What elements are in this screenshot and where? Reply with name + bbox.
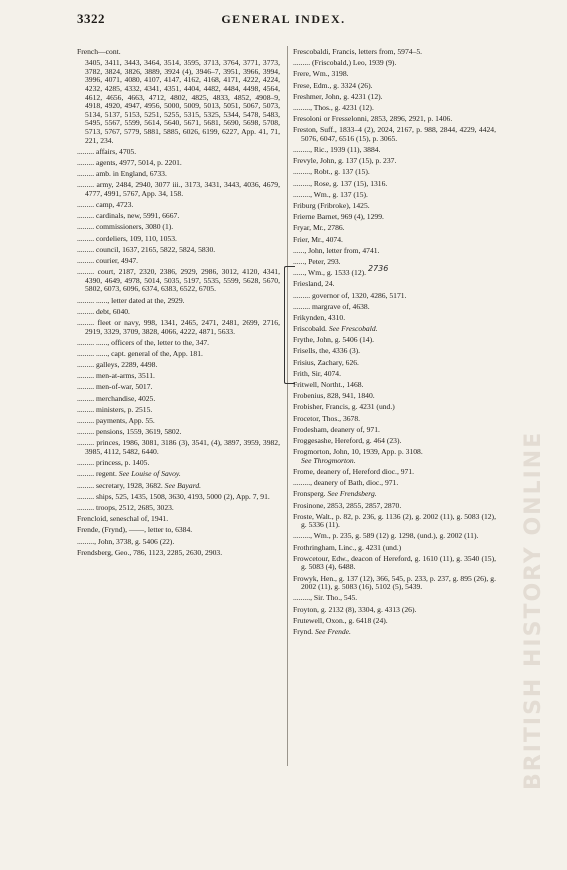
index-entry (77, 148, 280, 157)
index-entry (293, 392, 496, 401)
index-entry (293, 115, 496, 124)
index-entry (77, 482, 280, 491)
right-index-column (293, 48, 496, 639)
index-entry-text: Frier, Mr., 4074. (293, 234, 343, 244)
index-entry-text: Frythe, John, g. 5406 (14). (293, 335, 374, 345)
index-entry-text: Froste, Walt., p. 82, p. 236, g. 1136 (2), g. 2002 (11), g. 5083 (12), g. 5336 (11). (293, 511, 496, 530)
index-entry (293, 70, 496, 79)
index-entry (293, 347, 496, 356)
index-entry-text: ........., John, 3738, g. 5406 (22). (77, 536, 175, 546)
cross-reference: See Throgmorton. (301, 455, 356, 465)
index-entry-text: Fresoloni or Fresselonni, 2853, 2896, 2921, p. 1406. (293, 114, 453, 124)
cross-reference: See Frescobald. (328, 324, 378, 334)
index-entry-text: 3405, 3411, 3443, 3464, 3514, 3595, 3713, 3764, 3771, 3773, 3782, 3824, 3826, 3889, 3924 (4), 3946–7, 3951, 3966, 3994, 3996, 4071, 4080, 4107, 4147, 4162, 4168, 4171, 4222, 4224, 4232, 4285, 4332, 4341, 4351, 4404, 4482, 4484, 4498, 4564, 4612, 4656, 4663, 4712, 4802, 4825, 4833, 4852, 4908–9, 4918, 4920, 4947, 4956, 5000, 5009, 5013, 5051, 5067, 5073, 5134, 5137, 5153, 5251, 5255, 5315, 5325, 5344, 5478, 5483, 5495, 5567, 5599, 5614, 5640, 5671, 5681, 5690, 5698, 5708, 5713, 5767, 5779, 5881, 5885, 6026, 6199, 6227, App. 41, 71, 221, 234. (85, 58, 280, 145)
index-entry-text: Frisius, Zachary, 626. (293, 357, 359, 367)
index-entry-text: ......... regent. (77, 469, 117, 479)
index-entry (293, 628, 496, 637)
index-entry (77, 372, 280, 381)
index-entry (293, 180, 496, 189)
index-entry (77, 428, 280, 437)
index-entry-text: ......... princes, 1986, 3081, 3186 (3), 3541, (4), 3897, 3959, 3982, 3985, 4112, 5482, 6440. (77, 438, 280, 456)
watermark (521, 190, 561, 790)
index-entry (77, 406, 280, 415)
index-entry (293, 224, 496, 233)
index-entry-text: Frogmorton, John, 10, 1939, App. p. 3108. (293, 447, 423, 457)
index-entry-text: Freshmer, John, g. 4231 (12). (293, 91, 383, 101)
index-entry (293, 555, 496, 572)
index-entry-text: ........., Robt., g. 137 (15). (293, 167, 370, 177)
index-entry (293, 606, 496, 615)
index-entry (293, 415, 496, 424)
index-entry (293, 303, 496, 312)
index-entry (77, 504, 280, 513)
index-entry-text: Frobenius, 828, 941, 1840. (293, 391, 375, 401)
index-entry-text: ......... amb. in England, 6733. (77, 169, 167, 179)
index-entry-text: Frome, deanery of, Hereford dioc., 971. (293, 466, 415, 476)
index-entry-text: ........., Ric., 1939 (11), 3884. (293, 145, 381, 155)
index-entry-text: Froggesashe, Hereford, g. 464 (23). (293, 435, 402, 445)
index-entry (293, 314, 496, 323)
index-entry-text: ......... ......, capt. general of the, App. 181. (77, 348, 203, 358)
cross-reference: See Louise of Savoy. (118, 469, 181, 479)
index-entry-text: ......... debt, 6040. (77, 306, 130, 316)
index-entry-text: Frowcetour, Edw., deacon of Hereford, g. 1610 (11), g. 3540 (15), g. 5083 (4), 6488. (293, 553, 496, 572)
index-entry-text: ......... princess, p. 1405. (77, 458, 150, 468)
index-entry (77, 235, 280, 244)
handwritten-bracket (284, 266, 295, 384)
index-entry (293, 213, 496, 222)
index-entry-text: ......... army, 2484, 2940, 3077 iii., 3173, 3431, 3443, 4036, 4679, 4777, 4991, 5767, App. 34, 158. (77, 180, 280, 198)
index-entry-text: ......... galleys, 2289, 4498. (77, 360, 158, 370)
index-entry (77, 223, 280, 232)
index-entry-text: Frevyle, John, g. 137 (15), p. 237. (293, 156, 397, 166)
handwritten-correction: 2736 (368, 264, 389, 273)
page-number: 3322 (77, 11, 105, 26)
watermark-text: BRITISH HISTORY ONLINE (521, 430, 546, 790)
index-entry (77, 383, 280, 392)
index-entry-text: ......... payments, App. 55. (77, 416, 155, 426)
index-entry-text: ........., deanery of Bath, dioc., 971. (293, 478, 399, 488)
index-entry (293, 48, 496, 57)
index-entry-text: ......... courier, 4947. (77, 256, 139, 265)
index-entry (293, 325, 496, 334)
index-entry-text: Friesland, 24. (293, 279, 335, 289)
index-entry-text: ......... (Friscobald,) Leo, 1939 (9). (293, 58, 397, 68)
index-entry-text: Friscobald. (293, 324, 327, 334)
index-entry (77, 395, 280, 404)
index-entry-text: Freston, Suff., 1833–4 (2), 2024, 2167, p. 988, 2844, 4229, 4424, 5076, 6047, 6516 (15), p. 3065. (293, 125, 496, 143)
index-entry-text: ......... merchandise, 4025. (77, 393, 156, 403)
index-entry (293, 82, 496, 91)
index-entry (77, 159, 280, 168)
index-entry (77, 549, 280, 558)
index-entry-text: Frocetor, Thos., 3678. (293, 413, 361, 423)
index-entry (293, 468, 496, 477)
index-entry (77, 538, 280, 547)
index-entry (293, 168, 496, 177)
index-entry-text: ......, Peter, 293. (293, 256, 341, 266)
running-title: GENERAL INDEX. (221, 12, 346, 26)
index-entry-text: Frosinone, 2853, 2855, 2857, 2870. (293, 500, 402, 510)
index-entry-text: ........., Thos., g. 4231 (12). (293, 102, 374, 112)
index-entry-text: Frowyk, Hen., g. 137 (12), 366, 545, p. 233, p. 237, g. 895 (26), g. 2002 (11), g. 5083 (16), 5102 (5), 5439. (293, 573, 496, 592)
index-entry-text: ......... agents, 4977, 5014, p. 2201. (77, 157, 182, 167)
left-index-column (77, 48, 280, 560)
index-entry (293, 617, 496, 626)
index-entry-text: Frendsberg, Geo., 786, 1123, 2285, 2630, 2903. (77, 547, 223, 557)
index-entry (293, 280, 496, 289)
index-entry-text: ......... camp, 4723. (77, 200, 134, 210)
index-entry-text: Froyton, g. 2132 (8), 3304, g. 4313 (26). (293, 604, 417, 614)
index-entry (77, 48, 280, 57)
index-entry-text: Frere, Wm., 3198. (293, 69, 349, 79)
index-entry (293, 575, 496, 592)
index-entry-text: ........., Wm., g. 137 (15). (293, 189, 368, 199)
index-entry-text: ......... cardinals, new, 5991, 6667. (77, 211, 180, 221)
index-entry (77, 493, 280, 502)
index-entry (293, 59, 496, 68)
index-entry (293, 513, 496, 530)
index-entry (77, 319, 280, 336)
index-entry-text: Frutewell, Oxon., g. 6418 (24). (293, 615, 388, 625)
index-entry (293, 502, 496, 511)
index-entry-text: Frothringham, Linc., g. 4231 (und.) (293, 542, 402, 552)
index-entry (293, 336, 496, 345)
index-entry-text: Frynd. (293, 626, 314, 636)
index-entry-text: Frierne Barnet, 969 (4), 1299. (293, 212, 384, 222)
index-entry (77, 201, 280, 210)
index-entry (77, 181, 280, 198)
index-entry-text: ......... cordeliers, 109, 110, 1053. (77, 233, 177, 243)
index-entry-text: Frescobaldi, Francis, letters from, 5974–5. (293, 47, 423, 56)
index-entry (293, 359, 496, 368)
index-entry-text: ......... secretary, 1928, 3682. (77, 480, 163, 490)
index-entry (293, 448, 496, 465)
index-entry (77, 515, 280, 524)
index-entry (77, 417, 280, 426)
index-entry (77, 526, 280, 535)
index-entry (293, 236, 496, 245)
index-entry (293, 381, 496, 390)
index-entry-text: ......... commissioners, 3080 (1). (77, 222, 174, 232)
index-entry (293, 292, 496, 301)
index-entry-text: Frisells, the, 4336 (3). (293, 346, 361, 356)
index-entry (77, 59, 280, 145)
index-entry-text: ......... pensions, 1559, 3619, 5802. (77, 427, 182, 437)
column-divider (287, 46, 288, 766)
index-entry (77, 246, 280, 255)
index-entry (77, 297, 280, 306)
index-entry (293, 146, 496, 155)
index-entry (293, 479, 496, 488)
index-entry-text: ......... affairs, 4705. (77, 146, 137, 156)
index-entry (77, 170, 280, 179)
index-entry (293, 104, 496, 113)
index-entry (293, 490, 496, 499)
index-entry-text: ......, Wm., g. 1533 (12). (293, 268, 367, 278)
index-entry-text: French—cont. (77, 47, 121, 56)
index-entry-text: Frikynden, 4310. (293, 312, 346, 322)
index-entry-text: Frith, Sir, 4074. (293, 368, 342, 378)
index-entry (77, 470, 280, 479)
index-entry (77, 308, 280, 317)
index-entry (77, 350, 280, 359)
index-entry-text: Frencloid, seneschal of, 1941. (77, 514, 169, 524)
index-entry-text: Fryar, Mr., 2786. (293, 223, 345, 233)
index-entry (77, 439, 280, 456)
index-entry-text: ......... men-at-arms, 3511. (77, 371, 155, 381)
index-entry (293, 157, 496, 166)
index-entry-text: Frodesham, deanery of, 971. (293, 424, 380, 434)
index-entry (293, 403, 496, 412)
index-entry-text: ......... men-of-war, 5017. (77, 382, 153, 392)
index-entry (77, 339, 280, 348)
index-entry (77, 361, 280, 370)
index-entry-text: ......, John, letter from, 4741. (293, 245, 380, 255)
index-entry-text: ......... fleet or navy, 998, 1341, 2465, 2471, 2481, 2699, 2716, 2919, 3329, 3709, 3828, 4066, 4222, 4871, 5633. (77, 317, 280, 336)
index-entry (77, 212, 280, 221)
index-entry-text: ......... ......, letter dated at the, 2929. (77, 295, 185, 305)
index-entry-text: ........., Wm., p. 235, g. 589 (12) g. 1298, (und.), g. 2002 (11). (293, 531, 479, 541)
index-entry (293, 191, 496, 200)
index-entry-text: ........., Sir. Tho., 545. (293, 593, 358, 603)
index-entry (77, 257, 280, 266)
cross-reference: See Frendsberg. (327, 489, 377, 499)
index-entry-text: ......... governor of, 1320, 4286, 5171. (293, 290, 407, 300)
index-entry-text: Fritwell, Northt., 1468. (293, 380, 364, 390)
index-entry (293, 437, 496, 446)
index-entry-text: ......... ......, officers of the, letter to the, 347. (77, 337, 210, 347)
index-entry-text: ........., Rose, g. 137 (15), 1316. (293, 178, 388, 188)
cross-reference: See Bayard. (164, 480, 202, 490)
index-entry (293, 544, 496, 553)
index-entry-text: Fronsperg. (293, 489, 326, 499)
index-entry-text: Frende, (Frynd), ——, letter to, 6384. (77, 525, 193, 535)
index-entry-text: ......... margrave of, 4638. (293, 301, 370, 311)
index-entry-text: ......... ministers, p. 2515. (77, 404, 153, 414)
index-entry (293, 426, 496, 435)
index-entry (293, 532, 496, 541)
index-entry-text: ......... troops, 2512, 2685, 3023. (77, 502, 174, 512)
index-entry (293, 93, 496, 102)
index-entry (293, 269, 496, 278)
index-entry-text: Frese, Edm., g. 3324 (26). (293, 80, 373, 90)
index-entry (293, 594, 496, 603)
index-entry-text: Friburg (Fribroke), 1425. (293, 201, 370, 211)
index-entry (77, 268, 280, 294)
index-entry-text: ......... ships, 525, 1435, 1508, 3630, 4193, 5000 (2), App. 7, 91. (77, 491, 270, 501)
index-entry (293, 370, 496, 379)
index-entry-text: ......... court, 2187, 2320, 2386, 2929, 2986, 3012, 4120, 4341, 4390, 4649, 4978, 5014, 5035, 5197, 5535, 5599, 5628, 5670, 5802, 6073, 6096, 6374, 6383, 6522, 6705. (77, 267, 280, 294)
index-entry (293, 247, 496, 256)
index-entry (77, 459, 280, 468)
index-entry (293, 126, 496, 143)
cross-reference: See Frende. (314, 626, 351, 636)
index-entry (293, 258, 496, 267)
index-entry (293, 202, 496, 211)
index-entry-text: Frobisher, Francis, g. 4231 (und.) (293, 402, 395, 412)
index-entry-text: ......... council, 1637, 2165, 5822, 5824, 5830. (77, 244, 216, 254)
